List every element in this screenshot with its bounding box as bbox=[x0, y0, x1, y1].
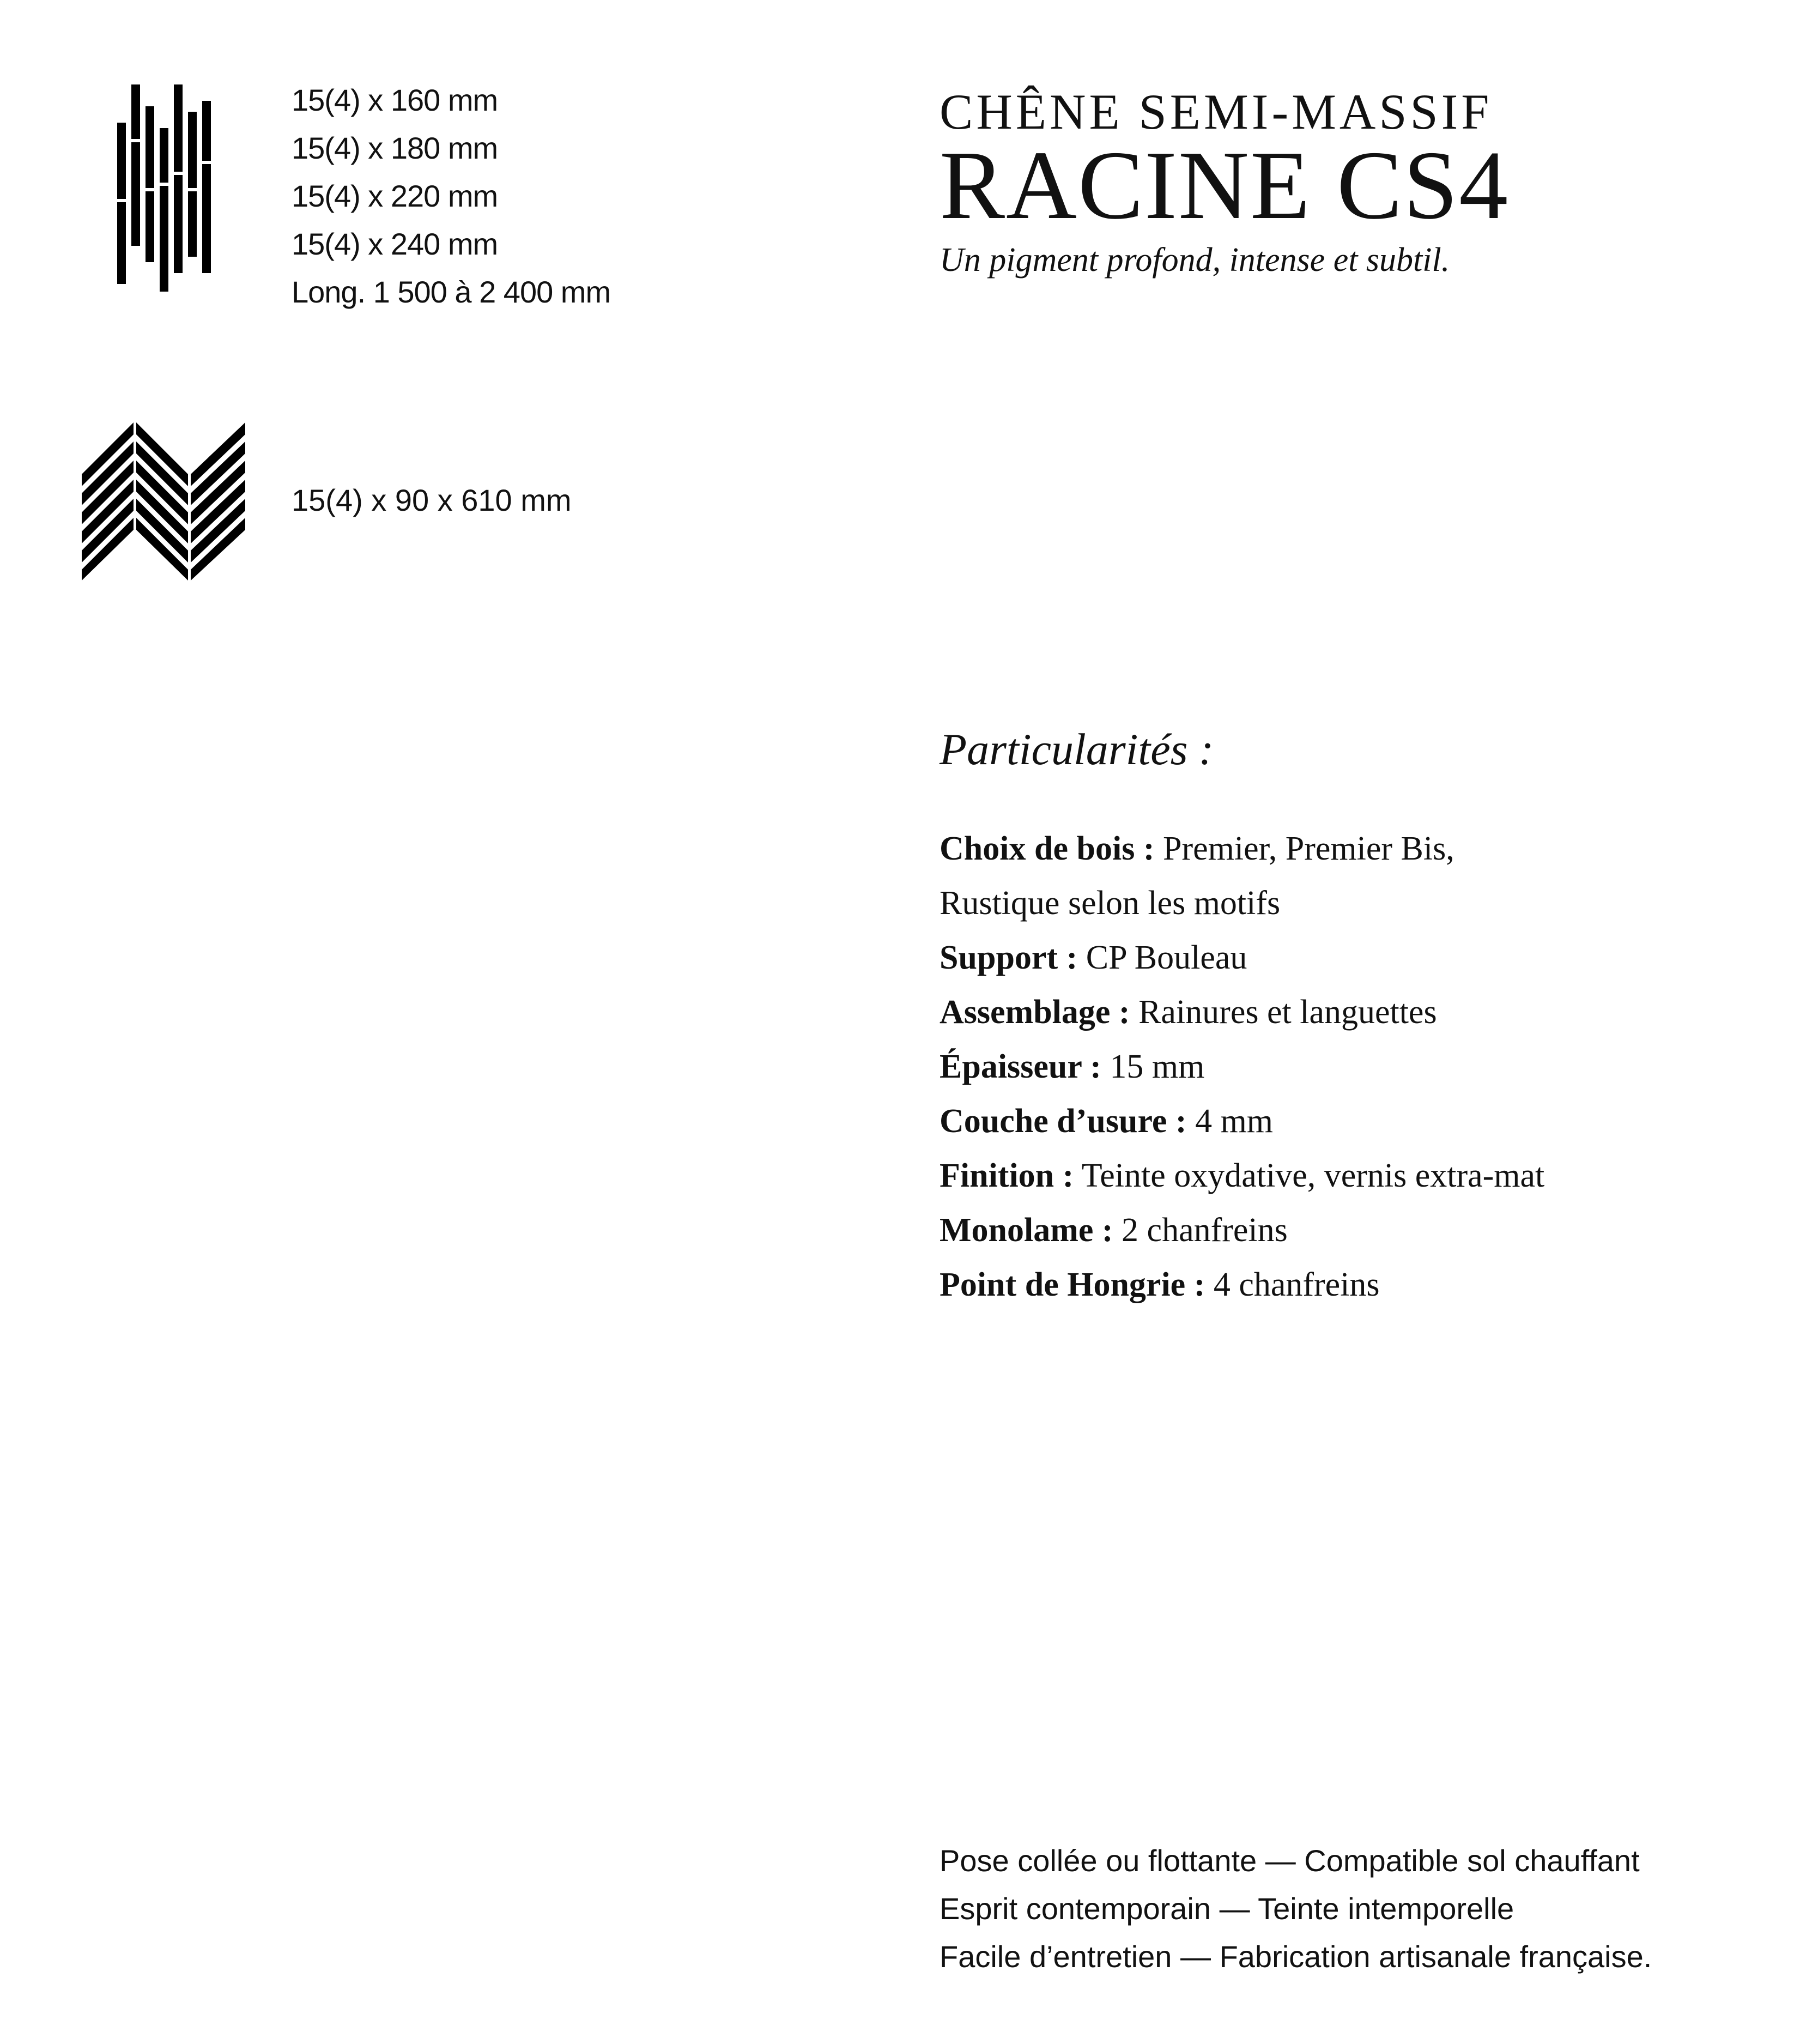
spec-label: Assemblage : bbox=[940, 994, 1130, 1031]
spec-label: Monolame : bbox=[940, 1212, 1113, 1249]
footer-line-1: Pose collée ou flottante — Compatible sol chauffant bbox=[940, 1843, 1640, 1878]
spec-label: Support : bbox=[940, 939, 1078, 976]
product-category: CHÊNE SEMI-MASSIF bbox=[940, 84, 1493, 140]
spec-value: Premier, Premier Bis, bbox=[1154, 830, 1454, 867]
plank-dimension-3: 15(4) x 220 mm bbox=[292, 179, 498, 213]
spec-line bbox=[940, 876, 1730, 930]
spec-line bbox=[940, 985, 1730, 1039]
spec-value: 4 mm bbox=[1186, 1103, 1274, 1140]
plank-dimensions bbox=[292, 76, 610, 316]
spec-line bbox=[940, 821, 1730, 876]
spec-label: Couche d’usure : bbox=[940, 1103, 1187, 1140]
spec-value: 4 chanfreins bbox=[1205, 1266, 1380, 1303]
chevron-pattern-icon bbox=[82, 422, 245, 580]
spec-value: 2 chanfreins bbox=[1113, 1212, 1288, 1249]
specifications bbox=[940, 722, 1730, 1312]
product-name: RACINE CS4 bbox=[940, 131, 1510, 239]
footer-line-3: Facile d’entretien — Fabrication artisanale française. bbox=[940, 1939, 1652, 1974]
spec-line bbox=[940, 1203, 1730, 1257]
spec-line bbox=[940, 1039, 1730, 1094]
spec-line bbox=[940, 1257, 1730, 1312]
footer-notes bbox=[940, 1837, 1757, 1981]
spec-value: Rainures et languettes bbox=[1130, 994, 1437, 1031]
plank-dimension-1: 15(4) x 160 mm bbox=[292, 83, 498, 117]
plank-dimension-2: 15(4) x 180 mm bbox=[292, 131, 498, 165]
spec-line bbox=[940, 1148, 1730, 1203]
plank-length: Long. 1 500 à 2 400 mm bbox=[292, 275, 611, 309]
spec-value: 15 mm bbox=[1101, 1048, 1205, 1085]
spec-label: Point de Hongrie : bbox=[940, 1266, 1205, 1303]
specs-heading: Particularités : bbox=[940, 724, 1214, 774]
plank-pattern-icon bbox=[117, 84, 221, 292]
spec-line bbox=[940, 930, 1730, 985]
product-header bbox=[940, 82, 1730, 282]
chevron-dimension: 15(4) x 90 x 610 mm bbox=[292, 483, 572, 517]
spec-line bbox=[940, 1094, 1730, 1148]
spec-label: Choix de bois : bbox=[940, 830, 1155, 867]
spec-label: Finition : bbox=[940, 1157, 1074, 1194]
spec-label: Épaisseur : bbox=[940, 1048, 1101, 1085]
plank-dimension-4: 15(4) x 240 mm bbox=[292, 227, 498, 261]
spec-value: Teinte oxydative, vernis extra-mat bbox=[1074, 1157, 1545, 1194]
spec-value: CP Bouleau bbox=[1077, 939, 1247, 976]
spec-value: Rustique selon les motifs bbox=[940, 885, 1281, 922]
product-tagline: Un pigment profond, intense et subtil. bbox=[940, 241, 1450, 279]
footer-line-2: Esprit contemporain — Teinte intemporelle bbox=[940, 1891, 1514, 1926]
